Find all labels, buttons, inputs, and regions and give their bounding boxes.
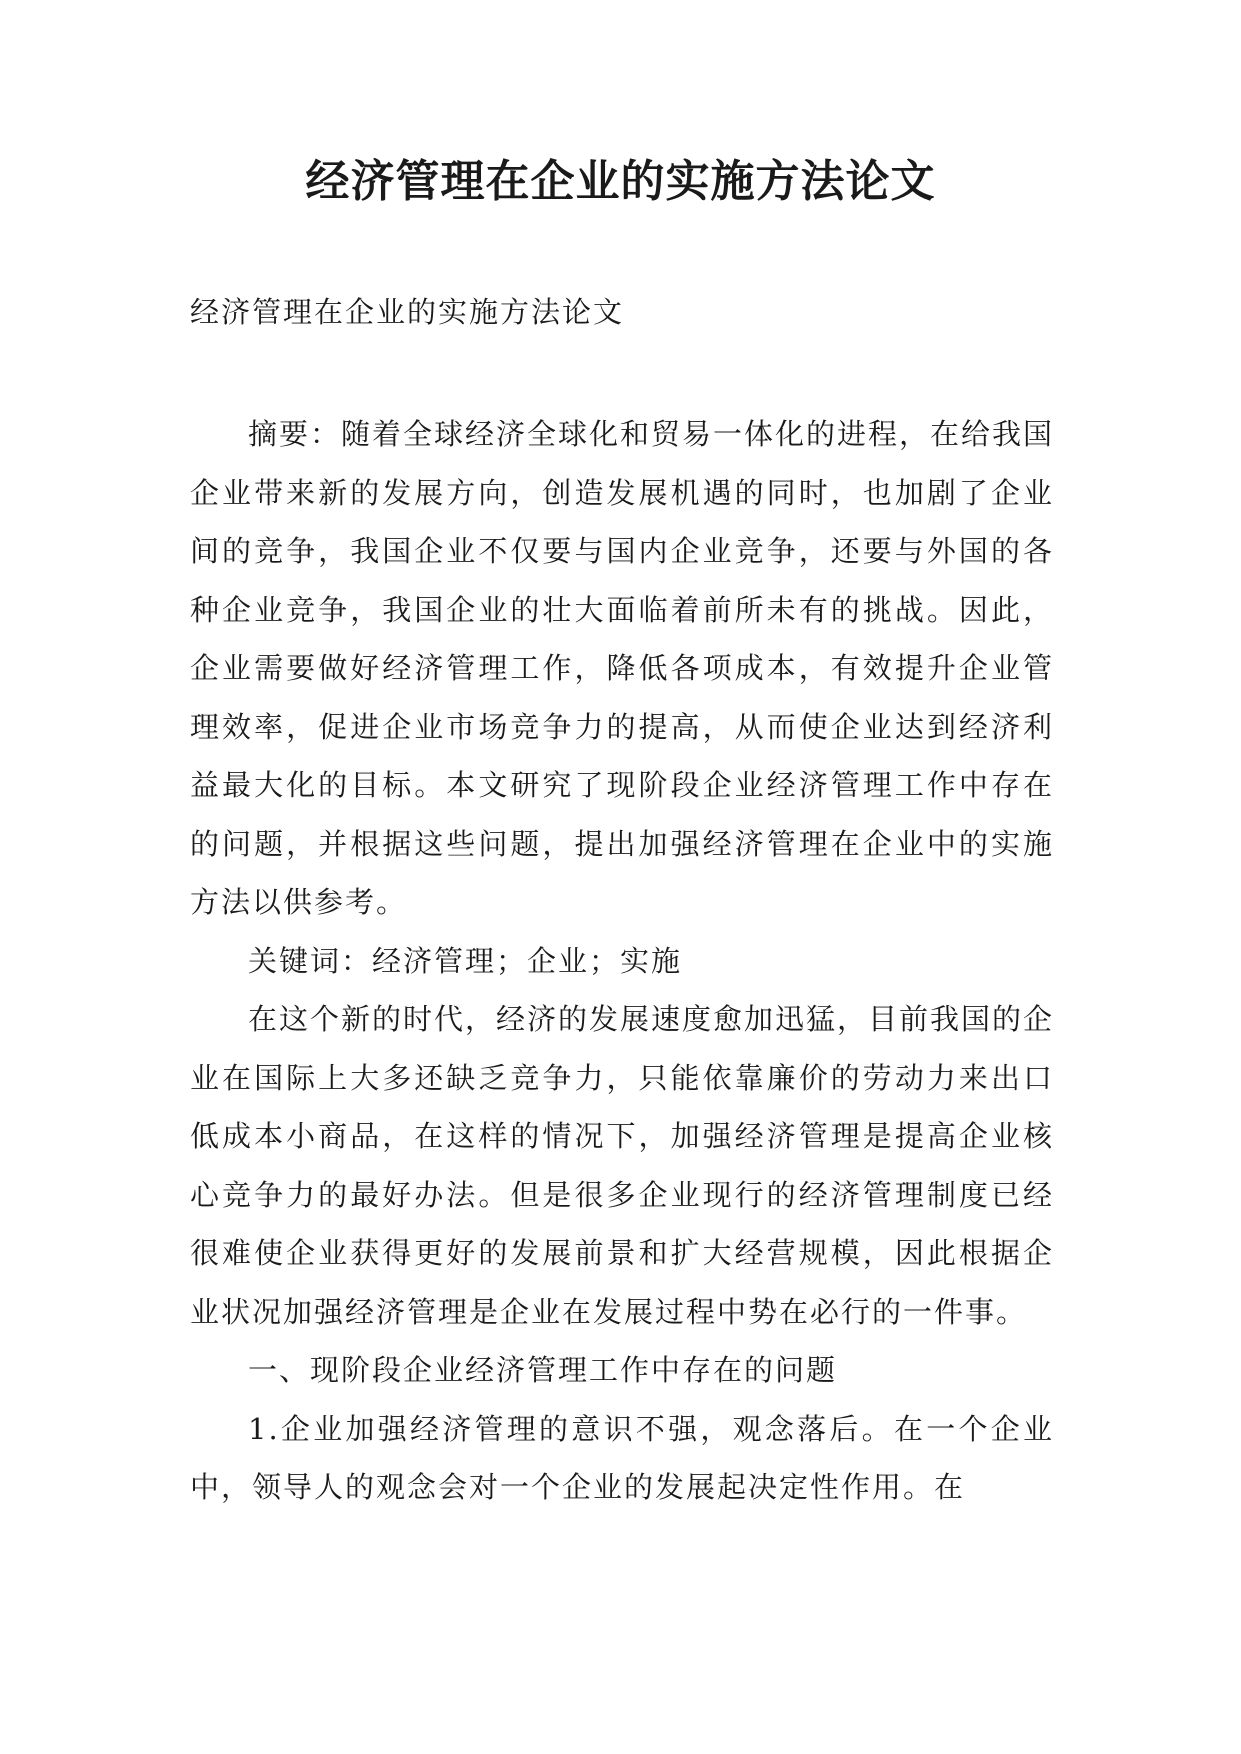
document-body bbox=[190, 405, 1054, 1517]
section-paragraph: 1.企业加强经济管理的意识不强，观念落后。在一个企业中，领导人的观念会对一个企业的发展起决定性作用。在 bbox=[190, 1411, 1054, 1504]
section-heading: 一、现阶段企业经济管理工作中存在的问题 bbox=[248, 1353, 838, 1387]
document-subtitle: 经济管理在企业的实施方法论文 bbox=[190, 295, 625, 329]
intro-paragraph: 在这个新的时代，经济的发展速度愈加迅猛，目前我国的企业在国际上大多还缺乏竞争力，只能依靠廉价的劳动力来出口低成本小商品，在这样的情况下，加强经济管理是提高企业核心竞争力的最好办法。但是很多企业现行的经济管理制度已经很难使企业获得更好的发展前景和扩大经营规模，因此根据企业状况加强经济管理是企业在发展过程中势在必行的一件事。 bbox=[190, 1002, 1055, 1329]
keywords-paragraph: 关键词：经济管理；企业；实施 bbox=[248, 943, 683, 978]
document-title: 经济管理在企业的实施方法论文 bbox=[305, 156, 936, 207]
abstract-paragraph: 摘要：随着全球经济全球化和贸易一体化的进程，在给我国企业带来新的发展方向，创造发展机遇的同时，也加剧了企业间的竞争，我国企业不仅要与国内企业竞争，还要与外国的各种企业竞争，我国企业的壮大面临着前所未有的挑战。因此，企业需要做好经济管理工作，降低各项成本，有效提升企业管理效率，促进企业市场竞争力的提高，从而使企业达到经济利益最大化的目标。本文研究了现阶段企业经济管理工作中存在的问题，并根据这些问题，提出加强经济管理在企业中的实施方法以供参考。 bbox=[190, 417, 1055, 919]
